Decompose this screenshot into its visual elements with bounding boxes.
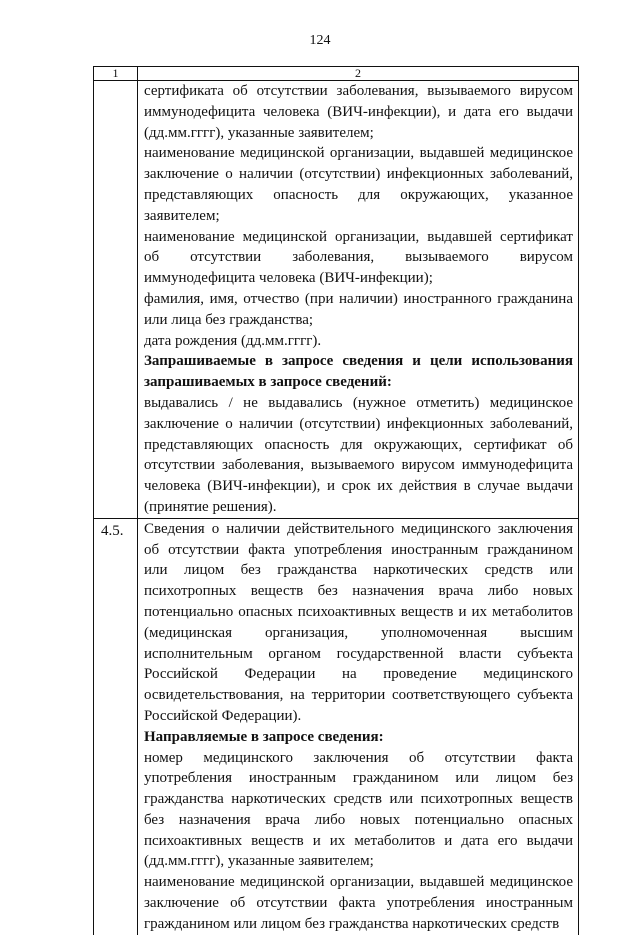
header-col-1: 1 [94, 67, 138, 81]
row-number [94, 81, 138, 519]
table-row [94, 518, 579, 934]
row-content [138, 518, 579, 934]
table-header-row [94, 67, 579, 81]
page-number: 124 [309, 33, 331, 48]
row-paragraph: номер медицинского заключения об отсутствии факта употребления иностранным гражданином или лицом без гражданства наркотических средств или психотропных веществ без назначения врача либо новых потенциально опасных психоактивных веществ и их метаболитов и дата его выдачи (дд.мм.гггг), указанные заявителем; [144, 749, 573, 870]
row-paragraph: дата рождения (дд.мм.гггг). [144, 332, 322, 349]
header-col-2: 2 [138, 67, 579, 81]
row-paragraph: фамилия, имя, отчество (при наличии) иностранного гражданина или лица без гражданства; [144, 290, 573, 328]
row-paragraph: наименование медицинской организации, выдавшей медицинское заключение об отсутствии факта употребления иностранным гражданином или лицом без гражданства наркотических средств [144, 874, 573, 932]
row-paragraph: Сведения о наличии действительного медицинского заключения об отсутствии факта употребления иностранным гражданином или лицом без гражданства наркотических средств или психотропных веществ без назначения врача либо новых потенциально опасных психоактивных веществ и их метаболитов (медицинская организация, уполномоченная высшим исполнительным органом государственной власти субъекта Российской Федерации на проведение медицинского освидетельствования, на территории соответствующего субъекта Российской Федерации). [144, 520, 573, 724]
row-paragraph: выдавались / не выдавались (нужное отметить) медицинское заключение о наличии (отсутствии) инфекционных заболеваний, представляющих опасность для окружающих, сертификат об отсутствии заболевания, вызываемого вирусом иммунодефицита человека (ВИЧ-инфекции), и срок их действия в случае выдачи (принятие решения). [144, 394, 573, 515]
section-heading: Запрашиваемые в запросе сведения и цели использования запрашиваемых в запросе сведений: [144, 353, 573, 391]
row-paragraph: сертификата об отсутствии заболевания, вызываемого вирусом иммунодефицита человека (ВИЧ-инфекции), и дата его выдачи (дд.мм.гггг), указанные заявителем; [144, 83, 573, 141]
row-content [138, 81, 579, 519]
table-row [94, 81, 579, 519]
row-paragraph: наименование медицинской организации, выдавшей медицинское заключение о наличии (отсутствии) инфекционных заболеваний, представляющих опасность для окружающих, указанное заявителем; [144, 145, 573, 224]
row-number: 4.5. [94, 518, 138, 934]
document-table [93, 66, 579, 935]
row-paragraph: наименование медицинской организации, выдавшей сертификат об отсутствии заболевания, вызываемого вирусом иммунодефицита человека (ВИЧ-инфекции); [144, 228, 573, 287]
section-heading: Направляемые в запросе сведения: [144, 728, 384, 745]
